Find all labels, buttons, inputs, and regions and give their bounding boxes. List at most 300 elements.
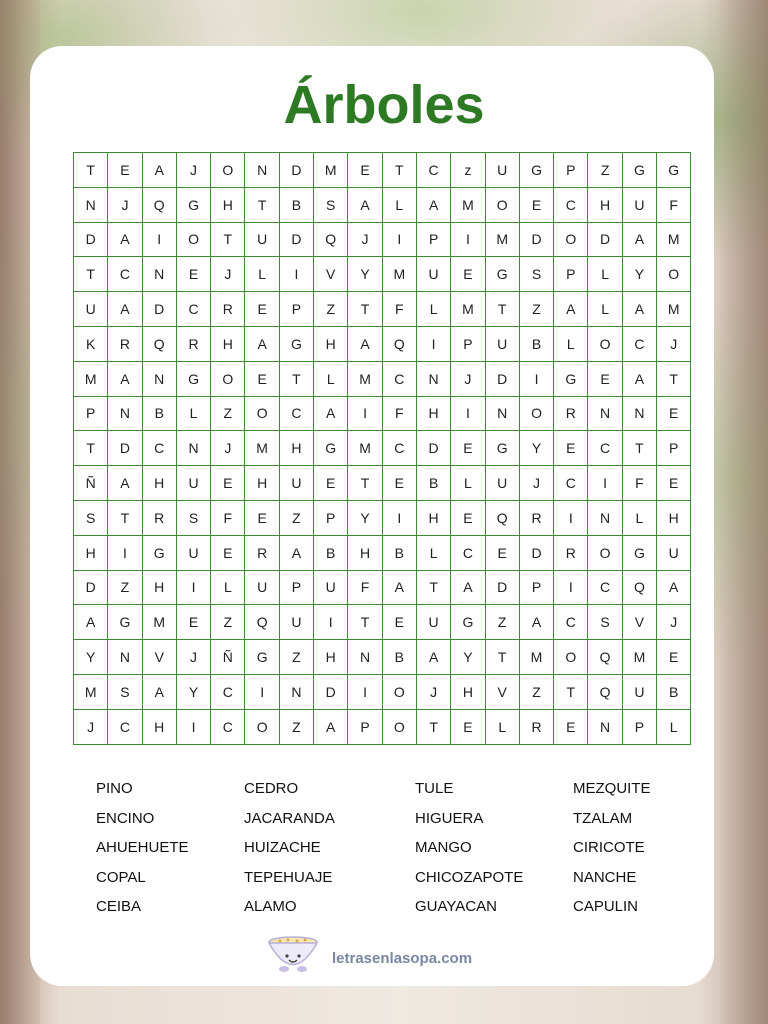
grid-cell[interactable]: J xyxy=(108,187,142,222)
grid-cell[interactable]: I xyxy=(348,396,382,431)
grid-cell[interactable]: C xyxy=(622,326,656,361)
grid-cell[interactable]: D xyxy=(519,222,553,257)
grid-cell[interactable]: Y xyxy=(74,640,108,675)
grid-cell[interactable]: O xyxy=(657,257,691,292)
grid-cell[interactable]: P xyxy=(519,570,553,605)
grid-cell[interactable]: L xyxy=(588,292,622,327)
grid-cell[interactable]: Y xyxy=(519,431,553,466)
grid-cell[interactable]: O xyxy=(176,222,210,257)
grid-cell[interactable]: U xyxy=(485,326,519,361)
grid-cell[interactable]: S xyxy=(108,674,142,709)
grid-cell[interactable]: E xyxy=(485,535,519,570)
grid-cell[interactable]: H xyxy=(416,396,450,431)
grid-cell[interactable]: R xyxy=(211,292,245,327)
grid-cell[interactable]: L xyxy=(211,570,245,605)
grid-cell[interactable]: A xyxy=(279,535,313,570)
grid-cell[interactable]: A xyxy=(108,361,142,396)
grid-cell[interactable]: J xyxy=(74,709,108,744)
grid-cell[interactable]: D xyxy=(314,674,348,709)
grid-cell[interactable]: Q xyxy=(622,570,656,605)
grid-cell[interactable]: D xyxy=(74,570,108,605)
grid-cell[interactable]: G xyxy=(622,153,656,188)
grid-cell[interactable]: U xyxy=(622,674,656,709)
grid-cell[interactable]: D xyxy=(485,570,519,605)
grid-cell[interactable]: B xyxy=(314,535,348,570)
grid-cell[interactable]: A xyxy=(348,326,382,361)
grid-cell[interactable]: C xyxy=(416,153,450,188)
grid-cell[interactable]: U xyxy=(622,187,656,222)
grid-cell[interactable]: L xyxy=(657,709,691,744)
grid-cell[interactable]: U xyxy=(176,535,210,570)
grid-cell[interactable]: V xyxy=(142,640,176,675)
grid-cell[interactable]: D xyxy=(588,222,622,257)
grid-cell[interactable]: P xyxy=(657,431,691,466)
grid-cell[interactable]: E xyxy=(211,535,245,570)
grid-cell[interactable]: U xyxy=(74,292,108,327)
grid-cell[interactable]: P xyxy=(451,326,485,361)
grid-cell[interactable]: C xyxy=(211,709,245,744)
grid-cell[interactable]: T xyxy=(74,257,108,292)
grid-cell[interactable]: T xyxy=(74,153,108,188)
grid-cell[interactable]: T xyxy=(74,431,108,466)
grid-cell[interactable]: N xyxy=(485,396,519,431)
grid-cell[interactable]: L xyxy=(176,396,210,431)
grid-cell[interactable]: E xyxy=(176,605,210,640)
grid-cell[interactable]: T xyxy=(485,292,519,327)
grid-cell[interactable]: V xyxy=(485,674,519,709)
grid-cell[interactable]: O xyxy=(588,535,622,570)
grid-cell[interactable]: N xyxy=(348,640,382,675)
grid-cell[interactable]: M xyxy=(657,292,691,327)
grid-cell[interactable]: A xyxy=(108,222,142,257)
grid-cell[interactable]: H xyxy=(348,535,382,570)
grid-cell[interactable]: M xyxy=(657,222,691,257)
grid-cell[interactable]: O xyxy=(554,640,588,675)
grid-cell[interactable]: E xyxy=(657,466,691,501)
grid-cell[interactable]: Z xyxy=(519,292,553,327)
grid-cell[interactable]: M xyxy=(142,605,176,640)
grid-cell[interactable]: H xyxy=(74,535,108,570)
grid-cell[interactable]: U xyxy=(314,570,348,605)
grid-cell[interactable]: A xyxy=(622,361,656,396)
grid-cell[interactable]: F xyxy=(622,466,656,501)
grid-cell[interactable]: I xyxy=(416,326,450,361)
grid-cell[interactable]: N xyxy=(176,431,210,466)
grid-cell[interactable]: C xyxy=(382,431,416,466)
grid-cell[interactable]: C xyxy=(176,292,210,327)
grid-cell[interactable]: T xyxy=(382,153,416,188)
grid-cell[interactable]: J xyxy=(348,222,382,257)
grid-cell[interactable]: E xyxy=(245,361,279,396)
grid-cell[interactable]: C xyxy=(588,570,622,605)
grid-cell[interactable]: J xyxy=(451,361,485,396)
grid-cell[interactable]: T xyxy=(622,431,656,466)
grid-cell[interactable]: G xyxy=(245,640,279,675)
grid-cell[interactable]: E xyxy=(211,466,245,501)
grid-cell[interactable]: U xyxy=(485,153,519,188)
grid-cell[interactable]: A xyxy=(348,187,382,222)
grid-cell[interactable]: J xyxy=(211,431,245,466)
grid-cell[interactable]: M xyxy=(348,361,382,396)
grid-cell[interactable]: U xyxy=(416,257,450,292)
grid-cell[interactable]: N xyxy=(416,361,450,396)
grid-cell[interactable]: N xyxy=(588,709,622,744)
grid-cell[interactable]: G xyxy=(314,431,348,466)
grid-cell[interactable]: Q xyxy=(314,222,348,257)
grid-cell[interactable]: D xyxy=(108,431,142,466)
grid-cell[interactable]: N xyxy=(279,674,313,709)
grid-cell[interactable]: S xyxy=(314,187,348,222)
grid-cell[interactable]: N xyxy=(588,500,622,535)
grid-cell[interactable]: U xyxy=(657,535,691,570)
grid-cell[interactable]: T xyxy=(485,640,519,675)
grid-cell[interactable]: J xyxy=(416,674,450,709)
grid-cell[interactable]: Y xyxy=(348,500,382,535)
grid-cell[interactable]: A xyxy=(314,709,348,744)
grid-cell[interactable]: O xyxy=(211,153,245,188)
grid-cell[interactable]: R xyxy=(519,709,553,744)
grid-cell[interactable]: U xyxy=(176,466,210,501)
grid-cell[interactable]: O xyxy=(519,396,553,431)
grid-cell[interactable]: I xyxy=(519,361,553,396)
grid-cell[interactable]: A xyxy=(74,605,108,640)
grid-cell[interactable]: M xyxy=(74,361,108,396)
grid-cell[interactable]: I xyxy=(142,222,176,257)
grid-cell[interactable]: R xyxy=(108,326,142,361)
grid-cell[interactable]: M xyxy=(451,292,485,327)
grid-cell[interactable]: Z xyxy=(279,709,313,744)
grid-cell[interactable]: E xyxy=(382,605,416,640)
grid-cell[interactable]: B xyxy=(382,535,416,570)
grid-cell[interactable]: L xyxy=(485,709,519,744)
grid-cell[interactable]: M xyxy=(348,431,382,466)
grid-cell[interactable]: O xyxy=(245,709,279,744)
grid-cell[interactable]: S xyxy=(74,500,108,535)
grid-cell[interactable]: C xyxy=(108,709,142,744)
grid-cell[interactable]: Z xyxy=(211,605,245,640)
grid-cell[interactable]: E xyxy=(451,709,485,744)
grid-cell[interactable]: P xyxy=(554,153,588,188)
grid-cell[interactable]: N xyxy=(622,396,656,431)
grid-cell[interactable]: T xyxy=(211,222,245,257)
grid-cell[interactable]: Z xyxy=(485,605,519,640)
grid-cell[interactable]: P xyxy=(554,257,588,292)
grid-cell[interactable]: T xyxy=(348,466,382,501)
grid-cell[interactable]: A xyxy=(142,674,176,709)
grid-cell[interactable]: M xyxy=(382,257,416,292)
grid-cell[interactable]: J xyxy=(519,466,553,501)
grid-cell[interactable]: A xyxy=(108,292,142,327)
grid-cell[interactable]: G xyxy=(279,326,313,361)
grid-cell[interactable]: P xyxy=(279,292,313,327)
grid-cell[interactable]: T xyxy=(416,709,450,744)
grid-cell[interactable]: E xyxy=(451,500,485,535)
grid-cell[interactable]: M xyxy=(485,222,519,257)
grid-cell[interactable]: I xyxy=(279,257,313,292)
grid-cell[interactable]: D xyxy=(74,222,108,257)
grid-cell[interactable]: E xyxy=(519,187,553,222)
grid-cell[interactable]: C xyxy=(211,674,245,709)
site-link[interactable]: letrasenlasopa.com xyxy=(332,950,473,967)
grid-cell[interactable]: E xyxy=(554,431,588,466)
grid-cell[interactable]: I xyxy=(382,500,416,535)
grid-cell[interactable]: C xyxy=(554,187,588,222)
grid-cell[interactable]: E xyxy=(554,709,588,744)
grid-cell[interactable]: N xyxy=(588,396,622,431)
grid-cell[interactable]: T xyxy=(108,500,142,535)
grid-cell[interactable]: R xyxy=(554,396,588,431)
grid-cell[interactable]: U xyxy=(279,605,313,640)
grid-cell[interactable]: D xyxy=(519,535,553,570)
grid-cell[interactable]: I xyxy=(245,674,279,709)
grid-cell[interactable]: A xyxy=(314,396,348,431)
grid-cell[interactable]: G xyxy=(451,605,485,640)
grid-cell[interactable]: T xyxy=(554,674,588,709)
grid-cell[interactable]: E xyxy=(314,466,348,501)
grid-cell[interactable]: T xyxy=(657,361,691,396)
grid-cell[interactable]: A xyxy=(142,153,176,188)
grid-cell[interactable]: P xyxy=(416,222,450,257)
grid-cell[interactable]: Q xyxy=(588,674,622,709)
grid-cell[interactable]: G xyxy=(485,431,519,466)
grid-cell[interactable]: H xyxy=(211,326,245,361)
grid-cell[interactable]: J xyxy=(211,257,245,292)
grid-cell[interactable]: Q xyxy=(382,326,416,361)
grid-cell[interactable]: F xyxy=(211,500,245,535)
grid-cell[interactable]: H xyxy=(314,640,348,675)
grid-cell[interactable]: C xyxy=(554,605,588,640)
grid-cell[interactable]: L xyxy=(314,361,348,396)
grid-cell[interactable]: R xyxy=(176,326,210,361)
grid-cell[interactable]: C xyxy=(588,431,622,466)
grid-cell[interactable]: Q xyxy=(142,187,176,222)
grid-cell[interactable]: Z xyxy=(279,500,313,535)
grid-cell[interactable]: A xyxy=(245,326,279,361)
grid-cell[interactable]: K xyxy=(74,326,108,361)
grid-cell[interactable]: M xyxy=(74,674,108,709)
grid-cell[interactable]: E xyxy=(348,153,382,188)
grid-cell[interactable]: E xyxy=(451,431,485,466)
grid-cell[interactable]: M xyxy=(245,431,279,466)
grid-cell[interactable]: Ñ xyxy=(74,466,108,501)
grid-cell[interactable]: L xyxy=(245,257,279,292)
grid-cell[interactable]: U xyxy=(485,466,519,501)
grid-cell[interactable]: H xyxy=(279,431,313,466)
grid-cell[interactable]: C xyxy=(382,361,416,396)
grid-cell[interactable]: T xyxy=(279,361,313,396)
grid-cell[interactable]: T xyxy=(245,187,279,222)
grid-cell[interactable]: O xyxy=(382,674,416,709)
grid-cell[interactable]: I xyxy=(314,605,348,640)
grid-cell[interactable]: Z xyxy=(108,570,142,605)
grid-cell[interactable]: Q xyxy=(245,605,279,640)
grid-cell[interactable]: F xyxy=(348,570,382,605)
grid-cell[interactable]: V xyxy=(314,257,348,292)
grid-cell[interactable]: I xyxy=(348,674,382,709)
grid-cell[interactable]: I xyxy=(176,709,210,744)
grid-cell[interactable]: P xyxy=(74,396,108,431)
grid-cell[interactable]: U xyxy=(416,605,450,640)
grid-cell[interactable]: L xyxy=(416,535,450,570)
grid-cell[interactable]: B xyxy=(657,674,691,709)
grid-cell[interactable]: G xyxy=(485,257,519,292)
grid-cell[interactable]: Ñ xyxy=(211,640,245,675)
grid-cell[interactable]: T xyxy=(416,570,450,605)
grid-cell[interactable]: I xyxy=(588,466,622,501)
grid-cell[interactable]: L xyxy=(416,292,450,327)
grid-cell[interactable]: M xyxy=(519,640,553,675)
grid-cell[interactable]: H xyxy=(142,709,176,744)
grid-cell[interactable]: C xyxy=(108,257,142,292)
grid-cell[interactable]: L xyxy=(622,500,656,535)
grid-cell[interactable]: A xyxy=(108,466,142,501)
grid-cell[interactable]: Z xyxy=(279,640,313,675)
grid-cell[interactable]: G xyxy=(176,187,210,222)
grid-cell[interactable]: R xyxy=(519,500,553,535)
grid-cell[interactable]: Z xyxy=(211,396,245,431)
grid-cell[interactable]: V xyxy=(622,605,656,640)
grid-cell[interactable]: H xyxy=(245,466,279,501)
grid-cell[interactable]: A xyxy=(657,570,691,605)
grid-cell[interactable]: D xyxy=(279,153,313,188)
grid-cell[interactable]: Q xyxy=(142,326,176,361)
grid-cell[interactable]: H xyxy=(142,570,176,605)
grid-cell[interactable]: P xyxy=(279,570,313,605)
grid-cell[interactable]: M xyxy=(451,187,485,222)
grid-cell[interactable]: B xyxy=(519,326,553,361)
grid-cell[interactable]: H xyxy=(211,187,245,222)
grid-cell[interactable]: D xyxy=(279,222,313,257)
grid-cell[interactable]: O xyxy=(245,396,279,431)
grid-cell[interactable]: O xyxy=(588,326,622,361)
grid-cell[interactable]: L xyxy=(588,257,622,292)
grid-cell[interactable]: z xyxy=(451,153,485,188)
grid-cell[interactable]: D xyxy=(485,361,519,396)
grid-cell[interactable]: H xyxy=(142,466,176,501)
grid-cell[interactable]: Z xyxy=(588,153,622,188)
grid-cell[interactable]: M xyxy=(622,640,656,675)
grid-cell[interactable]: R xyxy=(245,535,279,570)
grid-cell[interactable]: Y xyxy=(176,674,210,709)
grid-cell[interactable]: A xyxy=(382,570,416,605)
grid-cell[interactable]: E xyxy=(176,257,210,292)
grid-cell[interactable]: B xyxy=(279,187,313,222)
grid-cell[interactable]: E xyxy=(657,640,691,675)
grid-cell[interactable]: N xyxy=(74,187,108,222)
grid-cell[interactable]: J xyxy=(176,640,210,675)
grid-cell[interactable]: D xyxy=(142,292,176,327)
grid-cell[interactable]: U xyxy=(279,466,313,501)
grid-cell[interactable]: G xyxy=(519,153,553,188)
grid-cell[interactable]: F xyxy=(382,396,416,431)
grid-cell[interactable]: R xyxy=(142,500,176,535)
grid-cell[interactable]: I xyxy=(451,222,485,257)
grid-cell[interactable]: D xyxy=(416,431,450,466)
grid-cell[interactable]: M xyxy=(314,153,348,188)
grid-cell[interactable]: I xyxy=(108,535,142,570)
grid-cell[interactable]: H xyxy=(416,500,450,535)
grid-cell[interactable]: O xyxy=(211,361,245,396)
grid-cell[interactable]: Y xyxy=(348,257,382,292)
grid-cell[interactable]: L xyxy=(451,466,485,501)
grid-cell[interactable]: O xyxy=(554,222,588,257)
grid-cell[interactable]: T xyxy=(348,605,382,640)
grid-cell[interactable]: P xyxy=(314,500,348,535)
grid-cell[interactable]: Y xyxy=(451,640,485,675)
grid-cell[interactable]: C xyxy=(142,431,176,466)
grid-cell[interactable]: R xyxy=(554,535,588,570)
grid-cell[interactable]: B xyxy=(382,640,416,675)
grid-cell[interactable]: G xyxy=(108,605,142,640)
grid-cell[interactable]: G xyxy=(622,535,656,570)
grid-cell[interactable]: C xyxy=(279,396,313,431)
grid-cell[interactable]: A xyxy=(416,640,450,675)
grid-cell[interactable]: J xyxy=(657,605,691,640)
grid-cell[interactable]: U xyxy=(245,222,279,257)
grid-cell[interactable]: A xyxy=(451,570,485,605)
grid-cell[interactable]: A xyxy=(519,605,553,640)
grid-cell[interactable]: P xyxy=(348,709,382,744)
grid-cell[interactable]: I xyxy=(176,570,210,605)
grid-cell[interactable]: A xyxy=(416,187,450,222)
grid-cell[interactable]: Z xyxy=(519,674,553,709)
grid-cell[interactable]: J xyxy=(657,326,691,361)
grid-cell[interactable]: N xyxy=(108,640,142,675)
grid-cell[interactable]: E xyxy=(245,292,279,327)
grid-cell[interactable]: N xyxy=(245,153,279,188)
grid-cell[interactable]: B xyxy=(416,466,450,501)
grid-cell[interactable]: B xyxy=(142,396,176,431)
grid-cell[interactable]: T xyxy=(348,292,382,327)
grid-cell[interactable]: A xyxy=(554,292,588,327)
grid-cell[interactable]: S xyxy=(176,500,210,535)
grid-cell[interactable]: I xyxy=(382,222,416,257)
grid-cell[interactable]: G xyxy=(176,361,210,396)
grid-cell[interactable]: E xyxy=(108,153,142,188)
grid-cell[interactable]: Q xyxy=(588,640,622,675)
grid-cell[interactable]: O xyxy=(382,709,416,744)
grid-cell[interactable]: L xyxy=(382,187,416,222)
grid-cell[interactable]: H xyxy=(657,500,691,535)
grid-cell[interactable]: A xyxy=(622,222,656,257)
grid-cell[interactable]: S xyxy=(588,605,622,640)
grid-cell[interactable]: Q xyxy=(485,500,519,535)
grid-cell[interactable]: G xyxy=(554,361,588,396)
grid-cell[interactable]: Z xyxy=(314,292,348,327)
grid-cell[interactable]: E xyxy=(657,396,691,431)
grid-cell[interactable]: A xyxy=(622,292,656,327)
grid-cell[interactable]: H xyxy=(451,674,485,709)
grid-cell[interactable]: E xyxy=(451,257,485,292)
grid-cell[interactable]: I xyxy=(554,570,588,605)
grid-cell[interactable]: C xyxy=(451,535,485,570)
grid-cell[interactable]: N xyxy=(142,257,176,292)
grid-cell[interactable]: F xyxy=(657,187,691,222)
grid-cell[interactable]: H xyxy=(588,187,622,222)
grid-cell[interactable]: N xyxy=(108,396,142,431)
grid-cell[interactable]: O xyxy=(485,187,519,222)
grid-cell[interactable]: L xyxy=(554,326,588,361)
grid-cell[interactable]: E xyxy=(245,500,279,535)
grid-cell[interactable]: H xyxy=(314,326,348,361)
grid-cell[interactable]: E xyxy=(588,361,622,396)
grid-cell[interactable]: J xyxy=(176,153,210,188)
grid-cell[interactable]: N xyxy=(142,361,176,396)
grid-cell[interactable]: I xyxy=(451,396,485,431)
grid-cell[interactable]: Y xyxy=(622,257,656,292)
grid-cell[interactable]: F xyxy=(382,292,416,327)
grid-cell[interactable]: I xyxy=(554,500,588,535)
